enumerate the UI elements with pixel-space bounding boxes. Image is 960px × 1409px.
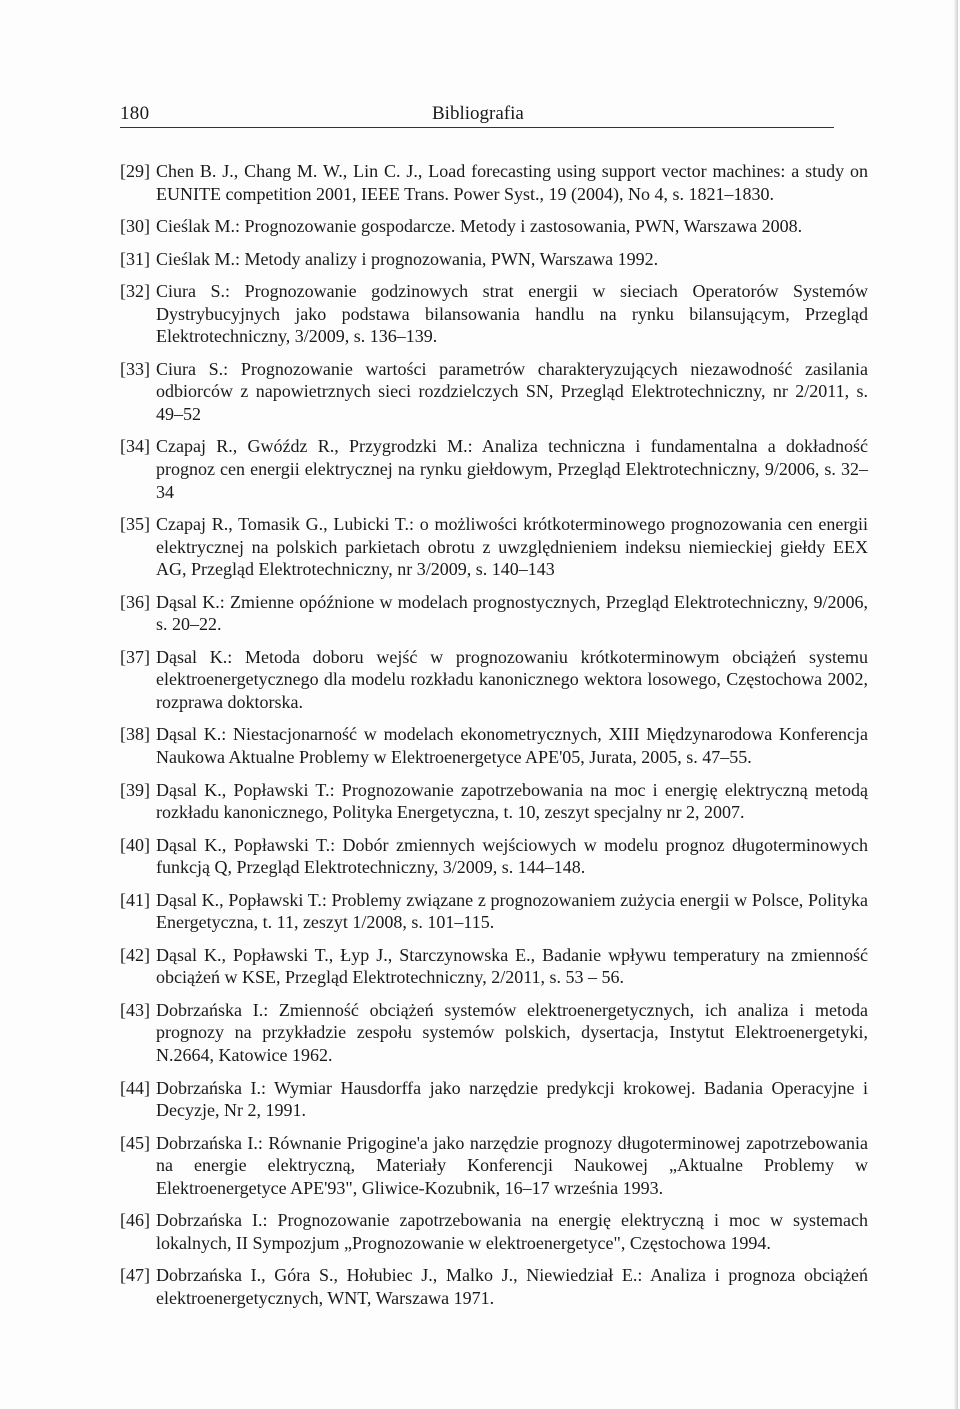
- entry-text: Dąsal K., Popławski T.: Problemy związane z prognozowaniem zużycia energii w Polsce, Polityka Energetyczna, t. 11, zeszyt 1/2008, s. 101–115.: [156, 889, 868, 933]
- bibliography-entry: [120, 1132, 868, 1200]
- bibliography-entry: [120, 280, 868, 348]
- entry-number: [31]: [120, 248, 150, 269]
- bibliography-entry: [120, 435, 868, 503]
- bibliography-entry: [120, 1077, 868, 1122]
- bibliography-entry: [120, 646, 868, 714]
- page-number: 180: [120, 103, 150, 124]
- entry-text: Dąsal K., Popławski T., Łyp J., Starczynowska E., Badanie wpływu temperatury na zmienność obciążeń w KSE, Przegląd Elektrotechniczny, 2/2011, s. 53 – 56.: [156, 944, 868, 988]
- entry-number: [41]: [120, 889, 150, 910]
- bibliography-entry: [120, 215, 868, 238]
- entry-text: Dobrzańska I.: Zmienność obciążeń systemów elektroenergetycznych, ich analiza i metoda prognozy na przykładzie zespołu systemów polskich, dysertacja, Instytut Elektroenergetyki, N.2664, Katowice 1962.: [156, 999, 868, 1066]
- header-rule: [120, 127, 834, 128]
- entry-text: Dąsal K., Popławski T.: Dobór zmiennych wejściowych w modelu prognoz długoterminowych funkcją Q, Przegląd Elektrotechniczny, 3/2009, s. 144–148.: [156, 834, 868, 878]
- bibliography-entry: [120, 513, 868, 581]
- entry-text: Dąsal K., Popławski T.: Prognozowanie zapotrzebowania na moc i energię elektryczną metodą rozkładu kanonicznego, Polityka Energetyczna, t. 10, zeszyt specjalny nr 2, 2007.: [156, 779, 868, 823]
- entry-text: Cieślak M.: Prognozowanie gospodarcze. Metody i zastosowania, PWN, Warszawa 2008.: [156, 216, 803, 237]
- bibliography-entry: [120, 160, 868, 205]
- entry-number: [33]: [120, 358, 150, 379]
- bibliography-entry: [120, 1264, 868, 1309]
- entry-number: [46]: [120, 1210, 150, 1231]
- entry-text: Dobrzańska I., Góra S., Hołubiec J., Malko J., Niewiedział E.: Analiza i prognoza obciążeń elektroenergetycznych, WNT, Warszawa 1971.: [156, 1265, 868, 1308]
- entry-number: [43]: [120, 999, 150, 1020]
- bibliography-entry: [120, 779, 868, 824]
- bibliography-entry: [120, 999, 868, 1067]
- entry-number: [32]: [120, 281, 150, 302]
- bibliography-entry: [120, 889, 868, 934]
- bibliography-entry: [120, 591, 868, 636]
- entry-text: Dąsal K.: Zmienne opóźnione w modelach prognostycznych, Przegląd Elektrotechniczny, 9/2006, s. 20–22.: [156, 591, 868, 635]
- entry-number: [45]: [120, 1132, 150, 1153]
- entry-text: Dobrzańska I.: Prognozowanie zapotrzebowania na energię elektryczną i moc w systemach lokalnych, II Sympozjum „Prognozowanie w elektroenergetyce", Częstochowa 1994.: [156, 1210, 868, 1253]
- entry-text: Dobrzańska I.: Wymiar Hausdorffa jako narzędzie predykcji krokowej. Badania Operacyjne i Decyzje, Nr 2, 1991.: [156, 1077, 868, 1121]
- entry-text: Ciura S.: Prognozowanie wartości parametrów charakteryzujących niezawodność zasilania odbiorców z napowietrznych sieci rozdzielczych SN, Przegląd Elektrotechniczny, nr 2/2011, s. 49–52: [156, 358, 868, 424]
- entry-number: [44]: [120, 1077, 150, 1098]
- entry-number: [37]: [120, 646, 150, 667]
- entry-number: [34]: [120, 436, 150, 457]
- entry-number: [40]: [120, 834, 150, 855]
- entry-text: Czapaj R., Gwóźdz R., Przygrodzki M.: Analiza techniczna i fundamentalna a dokładność prognoz cen energii elektrycznej na rynku giełdowym, Przegląd Elektrotechniczny, 9/2006, s. 32–34: [156, 436, 868, 502]
- bibliography-entry: [120, 944, 868, 989]
- entry-text: Czapaj R., Tomasik G., Lubicki T.: o możliwości krótkoterminowego prognozowania cen energii elektrycznej na polskich parkietach obrotu z uwzględnieniem indeksu niemieckiej giełdy EEX AG, Przegląd Elektrotechniczny, nr 3/2009, s. 140–143: [156, 514, 868, 580]
- bibliography-list: [120, 160, 868, 1319]
- entry-number: [30]: [120, 216, 150, 237]
- bibliography-entry: [120, 248, 868, 271]
- entry-number: [42]: [120, 944, 150, 965]
- entry-text: Dobrzańska I.: Równanie Prigogine'a jako narzędzie prognozy długoterminowej zapotrzebowania na energie elektryczną, Materiały Konferencji Naukowej „Aktualne Problemy w Elektroenergetyce APE'93", Gliwice-Kozubnik, 16–17 września 1993.: [156, 1132, 868, 1198]
- entry-text: Ciura S.: Prognozowanie godzinowych strat energii w sieciach Operatorów Systemów Dystrybucyjnych jako podstawa bilansowania handlu na rynku bilansującym, Przegląd Elektrotechniczny, 3/2009, s. 136–139.: [156, 281, 868, 347]
- page-header: [120, 97, 834, 127]
- entry-number: [36]: [120, 591, 150, 612]
- entry-number: [29]: [120, 161, 150, 181]
- entry-text: Chen B. J., Chang M. W., Lin C. J., Load forecasting using support vector machines: a study on EUNITE competition 2001, IEEE Trans. Power Syst., 19 (2004), No 4, s. 1821–1830.: [156, 161, 868, 204]
- bibliography-entry: [120, 358, 868, 426]
- entry-number: [39]: [120, 779, 150, 800]
- entry-number: [38]: [120, 724, 150, 745]
- page-edge-shadow: [953, 0, 958, 1409]
- bibliography-entry: [120, 834, 868, 879]
- entry-text: Dąsal K.: Metoda doboru wejść w prognozowaniu krótkoterminowym obciążeń systemu elektroenergetycznego dla modelu rozkładu kanonicznego wektora losowego, Częstochowa 2002, rozprawa doktorska.: [156, 646, 868, 712]
- entry-number: [35]: [120, 514, 150, 535]
- bibliography-entry: [120, 723, 868, 768]
- entry-text: Dąsal K.: Niestacjonarność w modelach ekonometrycznych, XIII Międzynarodowa Konferencja Naukowa Aktualne Problemy w Elektroenergetyce APE'05, Jurata, 2005, s. 47–55.: [156, 724, 868, 768]
- bibliography-entry: [120, 1209, 868, 1254]
- entry-number: [47]: [120, 1265, 150, 1286]
- running-head: Bibliografia: [432, 103, 524, 124]
- entry-text: Cieślak M.: Metody analizy i prognozowania, PWN, Warszawa 1992.: [156, 248, 659, 269]
